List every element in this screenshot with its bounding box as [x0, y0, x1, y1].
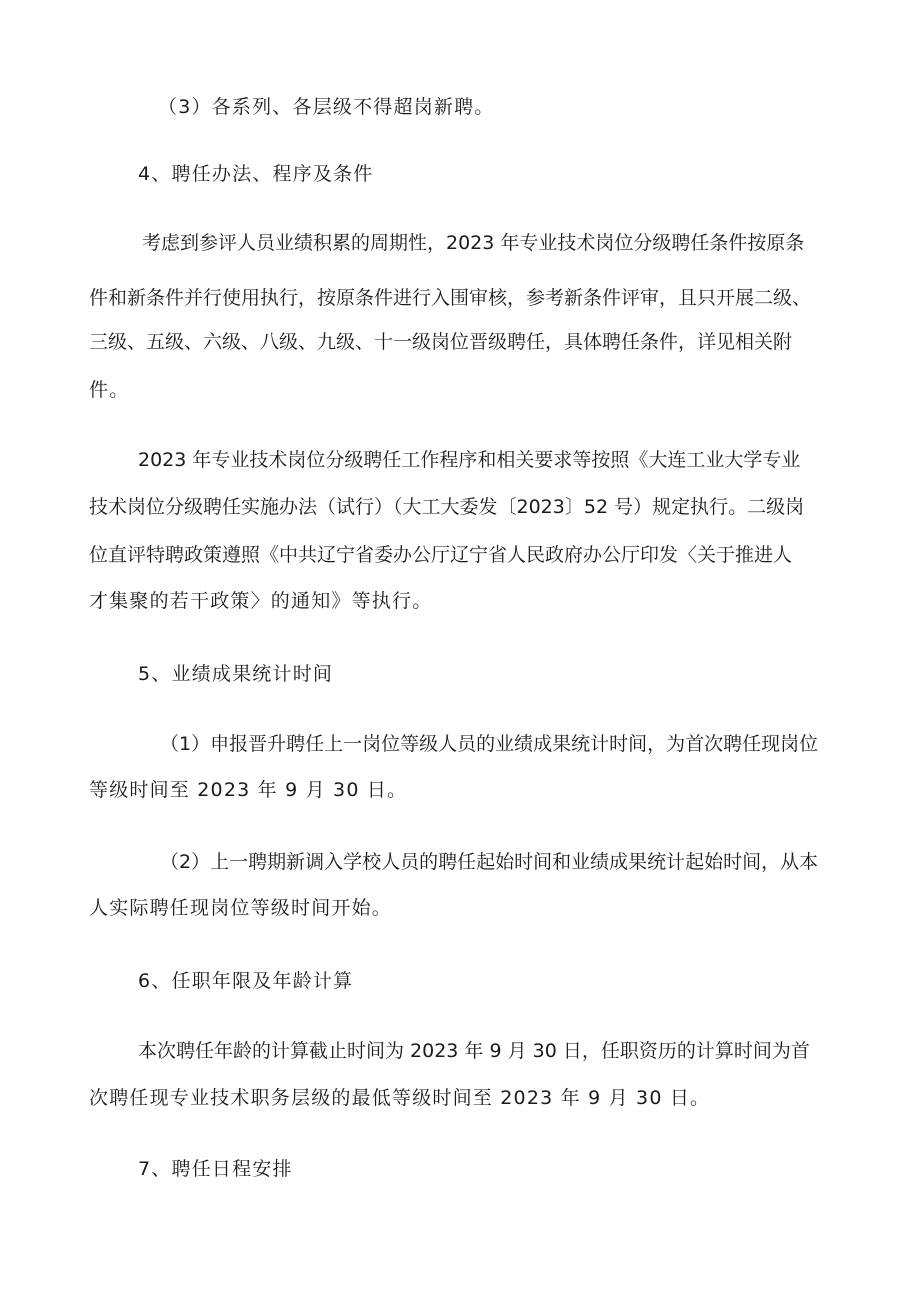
- paragraph-line: 考虑到参评人员业绩积累的周期性，2023 年专业技术岗位分级聘任条件按原条: [142, 232, 805, 254]
- paragraph-line: 件。: [89, 379, 130, 401]
- paragraph-line: 等级时间至 2023 年 9 月 30 日。: [89, 779, 408, 801]
- paragraph-line: 件和新条件并行使用执行，按原条件进行入围审核，参考新条件评审，且只开展二级、: [89, 287, 812, 309]
- section-6-heading: 6、任职年限及年龄计算: [138, 970, 354, 992]
- paragraph-line: 才集聚的若干政策〉的通知》等执行。: [89, 590, 433, 612]
- paragraph-line: 人实际聘任现岗位等级时间开始。: [89, 897, 393, 919]
- paragraph-line: 位直评特聘政策遵照《中共辽宁省委办公厅辽宁省人民政府办公厅印发〈关于推进人: [89, 544, 793, 566]
- section-5-heading: 5、业绩成果统计时间: [138, 663, 334, 685]
- section-7-heading: 7、聘任日程安排: [138, 1158, 293, 1180]
- section-4-heading: 4、聘任办法、程序及条件: [138, 163, 374, 185]
- paragraph-line: 三级、五级、六级、八级、九级、十一级岗位晋级聘任，具体聘任条件，详见相关附: [89, 331, 793, 353]
- paragraph-line: 2023 年专业技术岗位分级聘任工作程序和相关要求等按照《大连工业大学专业: [138, 449, 801, 471]
- paragraph-line: 本次聘任年龄的计算截止时间为 2023 年 9 月 30 日，任职资历的计算时间为首: [138, 1040, 810, 1062]
- paragraph-line: 次聘任现专业技术职务层级的最低等级时间至 2023 年 9 月 30 日。: [89, 1087, 711, 1109]
- clause-3-line: （3）各系列、各层级不得超岗新聘。: [158, 96, 495, 118]
- paragraph-line: （1）申报晋升聘任上一岗位等级人员的业绩成果统计时间，为首次聘任现岗位: [160, 733, 819, 755]
- paragraph-line: （2）上一聘期新调入学校人员的聘任起始时间和业绩成果统计起始时间，从本: [160, 851, 819, 873]
- paragraph-line: 技术岗位分级聘任实施办法（试行）（大工大委发〔2023〕52 号）规定执行。二级岗: [89, 496, 805, 518]
